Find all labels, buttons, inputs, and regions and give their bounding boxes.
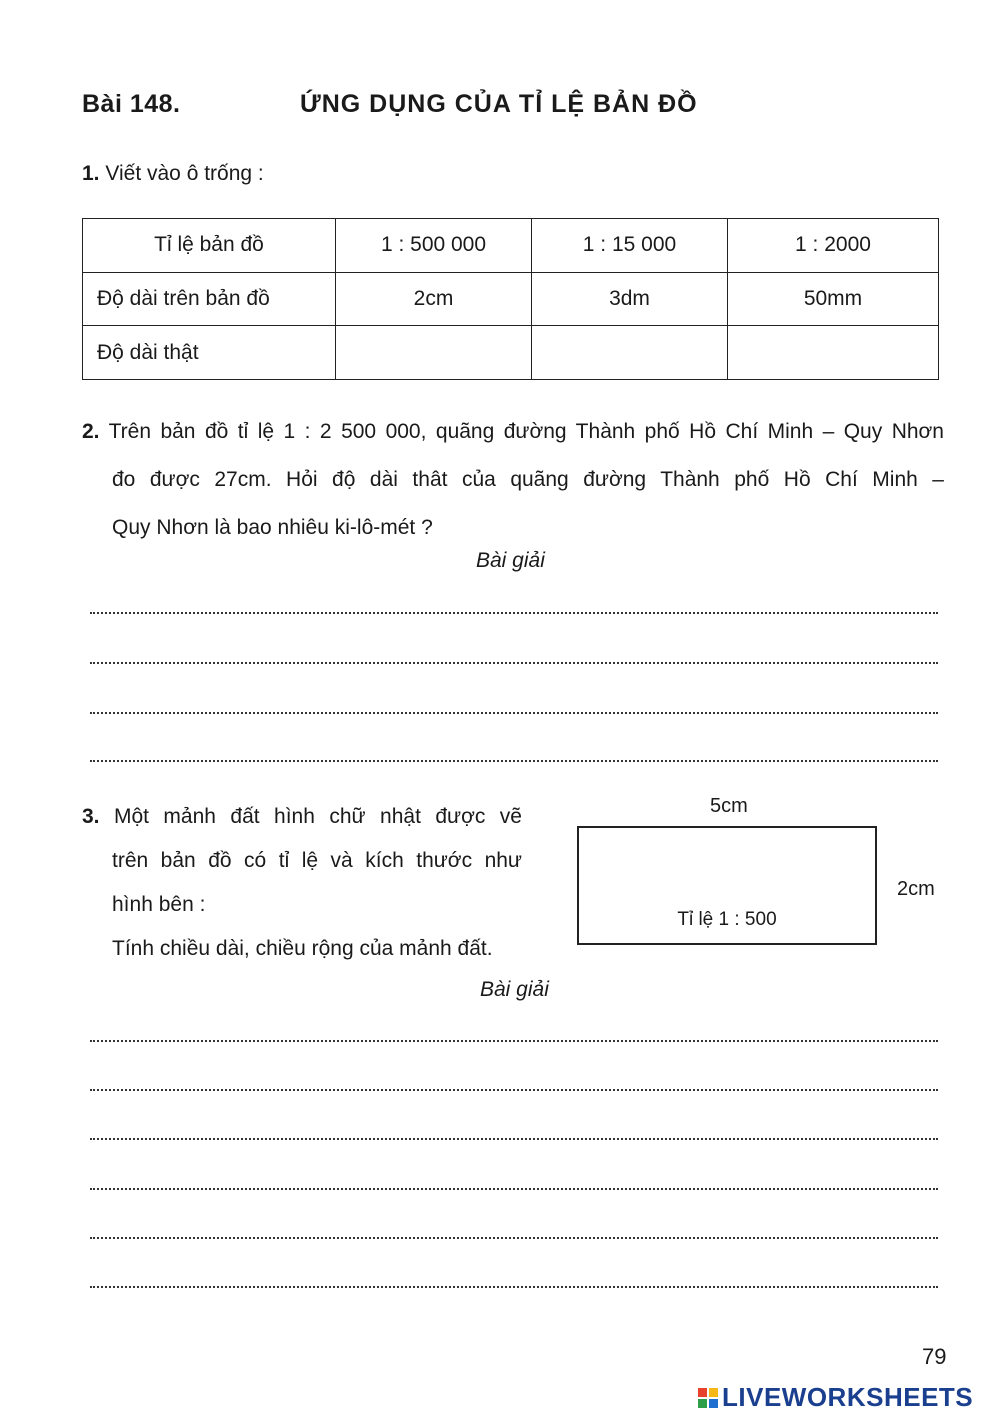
scale-cell: 1 : 2000 (728, 219, 939, 273)
answer-line[interactable] (90, 1040, 938, 1042)
question-3-line: hình bên : (112, 893, 206, 916)
question-2-text: Trên bản đồ tỉ lệ 1 : 2 500 000, quãng đường Thành phố Hồ Chí Minh – Quy Nhơn (108, 420, 944, 443)
row-header-scale: Tỉ lệ bản đồ (83, 219, 336, 273)
question-3-number: 3. (82, 805, 100, 828)
solution-label-q2: Bài giải (476, 549, 545, 572)
table-row-real-length (83, 326, 939, 380)
real-length-answer-cell[interactable] (336, 326, 532, 380)
watermark-text: LIVEWORKSHEETS (722, 1382, 974, 1412)
answer-line[interactable] (90, 1237, 938, 1239)
map-length-cell: 2cm (336, 272, 532, 326)
lesson-title: ỨNG DỤNG CỦA TỈ LỆ BẢN ĐỒ (300, 90, 698, 118)
logo-square (709, 1388, 718, 1397)
rectangle-length-label: 5cm (710, 795, 748, 817)
question-1-text: Viết vào ô trống : (105, 162, 264, 185)
page-number: 79 (922, 1344, 947, 1369)
question-1-number: 1. (82, 162, 100, 185)
lesson-number: Bài 148. (82, 90, 181, 118)
map-length-cell: 50mm (728, 272, 939, 326)
question-2-line: Quy Nhơn là bao nhiêu ki-lô-mét ? (112, 516, 433, 539)
real-length-answer-cell[interactable] (728, 326, 939, 380)
liveworksheets-logo-icon (698, 1388, 718, 1408)
land-rectangle-figure (577, 826, 877, 945)
map-length-cell: 3dm (532, 272, 728, 326)
scale-table (82, 218, 939, 380)
logo-square (698, 1388, 707, 1397)
logo-square (698, 1399, 707, 1408)
answer-line[interactable] (90, 612, 938, 614)
answer-line[interactable] (90, 662, 938, 664)
row-header-real-length: Độ dài thật (83, 326, 336, 380)
scale-cell: 1 : 500 000 (336, 219, 532, 273)
real-length-answer-cell[interactable] (532, 326, 728, 380)
logo-square (709, 1399, 718, 1408)
question-2-line (82, 408, 944, 456)
answer-line[interactable] (90, 1188, 938, 1190)
question-1-prompt (82, 150, 264, 198)
solution-label-q3: Bài giải (480, 978, 549, 1001)
answer-line[interactable] (90, 760, 938, 762)
answer-line[interactable] (90, 1286, 938, 1288)
question-2-line: đo được 27cm. Hỏi độ dài thât của quãng đường Thành phố Hồ Chí Minh – (112, 468, 944, 491)
question-3-line (82, 795, 522, 839)
answer-line[interactable] (90, 1138, 938, 1140)
row-header-map-length: Độ dài trên bản đồ (83, 272, 336, 326)
liveworksheets-watermark (698, 1382, 973, 1413)
question-2 (82, 408, 944, 552)
table-row-map-length (83, 272, 939, 326)
question-2-number: 2. (82, 420, 100, 443)
question-3-text: Một mảnh đất hình chữ nhật được vẽ (113, 805, 522, 828)
question-3-line: Tính chiều dài, chiều rộng của mảnh đất. (112, 937, 493, 960)
question-3 (82, 795, 522, 971)
table-row-scale (83, 219, 939, 273)
rectangle-scale-label: Tỉ lệ 1 : 500 (677, 909, 777, 930)
answer-line[interactable] (90, 712, 938, 714)
answer-line[interactable] (90, 1089, 938, 1091)
scale-cell: 1 : 15 000 (532, 219, 728, 273)
rectangle-width-label: 2cm (897, 878, 935, 900)
question-3-line: trên bản đồ có tỉ lệ và kích thước như (112, 849, 522, 872)
